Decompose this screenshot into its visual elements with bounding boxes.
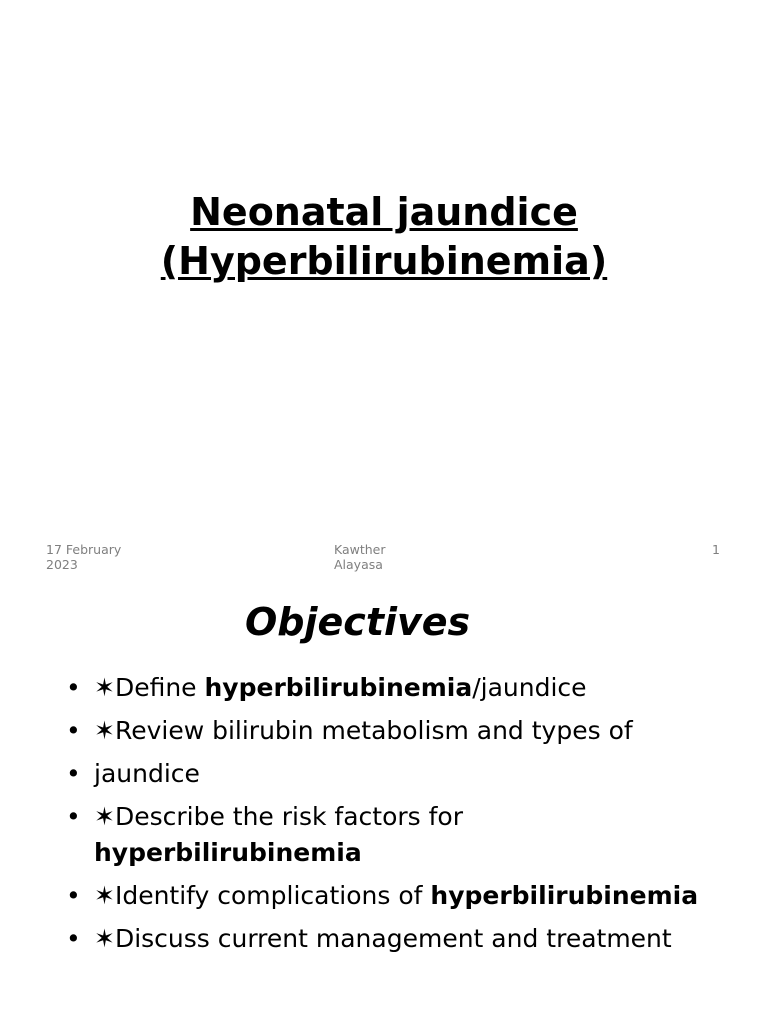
list-item <box>66 713 746 749</box>
title-line-2: (Hyperbilirubinemia) <box>160 239 608 283</box>
footer-page-number: 1 <box>712 542 720 557</box>
objectives-slide <box>0 582 768 1024</box>
item-text-bold: hyperbilirubinemia <box>94 838 362 867</box>
item-text-pre: ✶Identify complications of <box>94 881 431 910</box>
item-text-pre: ✶Discuss current management and treatment <box>94 924 672 953</box>
bullet-dot: • <box>66 924 81 953</box>
list-item <box>66 921 746 957</box>
list-item <box>66 670 746 706</box>
bullet-dot: • <box>66 716 81 745</box>
footer-author: Kawther Alayasa <box>334 542 386 572</box>
list-item <box>66 756 746 792</box>
bullet-dot: • <box>66 673 81 702</box>
objectives-list <box>66 670 746 964</box>
item-text-pre: ✶Describe the risk factors for <box>94 802 464 831</box>
item-text-pre: jaundice <box>94 759 200 788</box>
slide-title <box>0 188 768 286</box>
item-text-pre: ✶Review bilirubin metabolism and types of <box>94 716 633 745</box>
objectives-title: Objectives <box>245 600 471 644</box>
title-line-1: Neonatal jaundice <box>190 190 578 234</box>
footer-date: 17 February 2023 <box>46 542 122 572</box>
item-text-bold: hyperbilirubinemia <box>204 673 473 702</box>
item-text-pre: ✶Define <box>94 673 205 702</box>
list-item <box>66 878 746 914</box>
item-text-bold: hyperbilirubinemia <box>430 881 699 910</box>
bullet-dot: • <box>66 802 81 831</box>
bullet-dot: • <box>66 759 81 788</box>
list-item <box>66 799 746 871</box>
bullet-dot: • <box>66 881 81 910</box>
item-text-post: /jaundice <box>472 673 587 702</box>
